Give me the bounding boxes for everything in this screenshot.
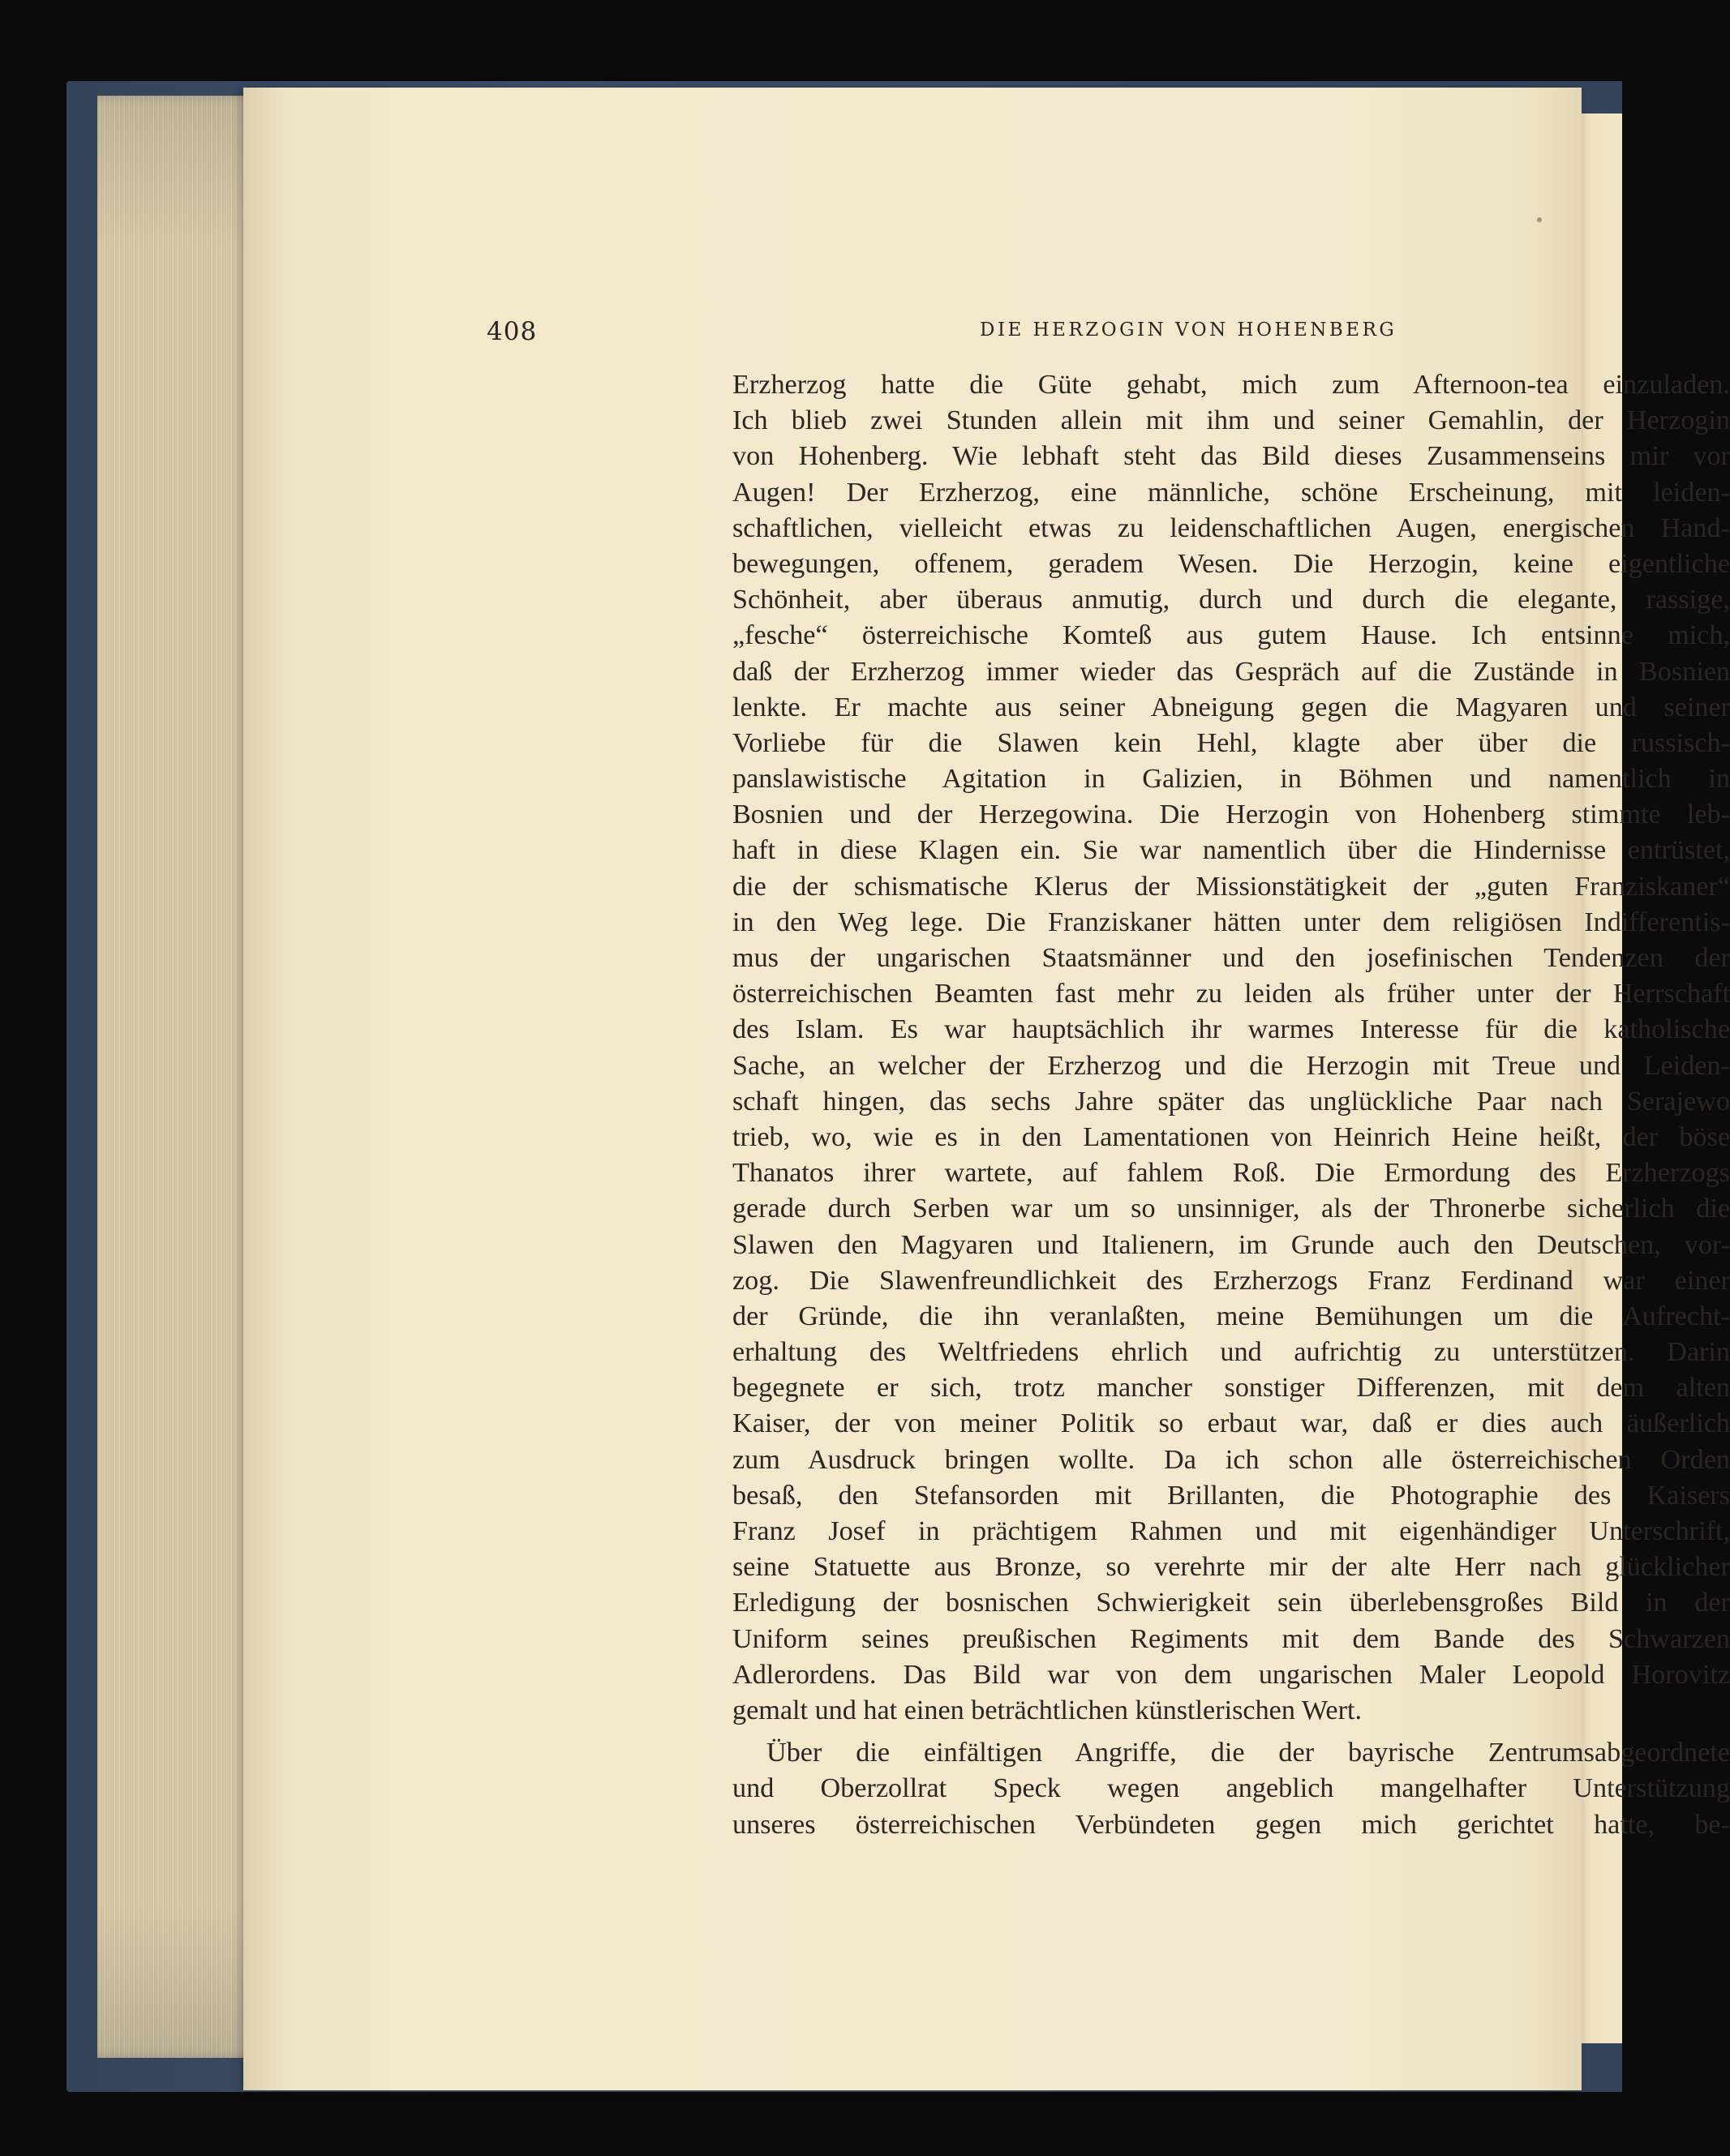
text-line: Erledigung der bosnischen Schwierigkeit sein überlebensgroßes Bild in der: [732, 1588, 1730, 1618]
text-line: und Oberzollrat Speck wegen angeblich mangelhafter Unterstützung: [732, 1773, 1730, 1804]
text-line: des Islam. Es war hauptsächlich ihr warmes Interesse für die katholische: [732, 1014, 1730, 1045]
running-head: [487, 317, 1460, 349]
text-line: gemalt und hat einen beträchtlichen künstlerischen Wert.: [732, 1695, 1363, 1725]
text-line: trieb, wo, wie es in den Lamentationen von Heinrich Heine heißt, der böse: [732, 1121, 1730, 1152]
text-line: Uniform seines preußischen Regiments mit dem Bande des Schwarzen: [732, 1623, 1730, 1654]
text-line: besaß, den Stefansorden mit Brillanten, die Photographie des Kaisers: [732, 1480, 1730, 1511]
paragraph-gap: [732, 1729, 1730, 1735]
text-line: lenkte. Er machte aus seiner Abneigung gegen die Magyaren und seiner: [732, 692, 1730, 722]
text-line: mus der ungarischen Staatsmänner und den josefinischen Tendenzen der: [732, 943, 1730, 973]
paragraph-2: [732, 1735, 1730, 1843]
text-line: Slawen den Magyaren und Italienern, im Grunde auch den Deutschen, vor-: [732, 1229, 1730, 1260]
text-line: der Gründe, die ihn veranlaßten, meine Bemühungen um die Aufrecht-: [732, 1301, 1730, 1331]
page-number: 408: [487, 317, 538, 346]
text-line: zum Ausdruck bringen wollte. Da ich schon alle österreichischen Orden: [732, 1444, 1730, 1475]
text-line: „fesche“ österreichische Komteß aus gutem Hause. Ich entsinne mich,: [732, 620, 1730, 651]
text-line: österreichischen Beamten fast mehr zu leiden als früher unter der Herrschaft: [732, 979, 1730, 1009]
text-line: Vorliebe für die Slawen kein Hehl, klagte aber über die russisch-: [732, 727, 1730, 758]
text-line: begegnete er sich, trotz mancher sonstiger Differenzen, mit dem alten: [732, 1373, 1730, 1404]
text-line: schaft hingen, das sechs Jahre später das unglückliche Paar nach Serajewo: [732, 1086, 1730, 1117]
text-line: in den Weg lege. Die Franziskaner hätten unter dem religiösen Indifferentis-: [732, 907, 1730, 937]
text-line: Kaiser, der von meiner Politik so erbaut war, daß er dies auch äußerlich: [732, 1408, 1730, 1439]
text-line: Ich blieb zwei Stunden allein mit ihm und seiner Gemahlin, der Herzogin: [732, 405, 1730, 436]
text-line: Erzherzog hatte die Güte gehabt, mich zum Afternoon-tea einzuladen.: [732, 370, 1730, 400]
text-line: Thanatos ihrer wartete, auf fahlem Roß. Die Ermordung des Erzherzogs: [732, 1158, 1730, 1189]
paper-speck: [1537, 217, 1542, 222]
text-line: schaftlichen, vielleicht etwas zu leidenschaftlichen Augen, energischen Hand-: [732, 512, 1730, 543]
text-line: Über die einfältigen Angriffe, die der bayrische Zentrumsabgeordnete: [766, 1738, 1730, 1768]
text-line: Adlerordens. Das Bild war von dem ungarischen Maler Leopold Horovitz: [732, 1659, 1730, 1690]
text-line: seine Statuette aus Bronze, so verehrte mir der alte Herr nach glücklicher: [732, 1552, 1730, 1583]
text-line: Bosnien und der Herzegowina. Die Herzogin von Hohenberg stimmte leb-: [732, 799, 1730, 830]
text-line: zog. Die Slawenfreundlichkeit des Erzherzogs Franz Ferdinand war einer: [732, 1265, 1730, 1296]
page-edges: [97, 96, 260, 2058]
text-line: Schönheit, aber überaus anmutig, durch und durch die elegante, rassige,: [732, 585, 1730, 615]
text-line: daß der Erzherzog immer wieder das Gespräch auf die Zustände in Bosnien: [732, 656, 1730, 687]
text-line: Franz Josef in prächtigem Rahmen und mit eigenhändiger Unterschrift,: [732, 1516, 1730, 1546]
text-line: die der schismatische Klerus der Missionstätigkeit der „guten Franziskaner“: [732, 871, 1730, 902]
text-line: haft in diese Klagen ein. Sie war namentlich über die Hindernisse entrüstet,: [732, 835, 1730, 866]
paragraph-1: [732, 367, 1730, 1729]
text-line: erhaltung des Weltfriedens ehrlich und aufrichtig zu unterstützen. Darin: [732, 1337, 1730, 1368]
text-line: panslawistische Agitation in Galizien, in Böhmen und namentlich in: [732, 764, 1730, 795]
body-text: [732, 367, 1730, 1843]
text-line: gerade durch Serben war um so unsinniger, als der Thronerbe sicherlich die: [732, 1194, 1730, 1224]
text-line: von Hohenberg. Wie lebhaft steht das Bild dieses Zusammenseins mir vor: [732, 441, 1730, 472]
book-page: [243, 88, 1730, 2090]
text-line: unseres österreichischen Verbündeten gegen mich gerichtet hatte, be-: [732, 1809, 1730, 1840]
text-line: Sache, an welcher der Erzherzog und die Herzogin mit Treue und Leiden-: [732, 1050, 1730, 1081]
running-head-title: DIE HERZOGIN VON HOHENBERG: [980, 319, 1397, 341]
text-line: bewegungen, offenem, geradem Wesen. Die Herzogin, keine eigentliche: [732, 548, 1730, 579]
text-line: Augen! Der Erzherzog, eine männliche, schöne Erscheinung, mit leiden-: [732, 477, 1730, 508]
